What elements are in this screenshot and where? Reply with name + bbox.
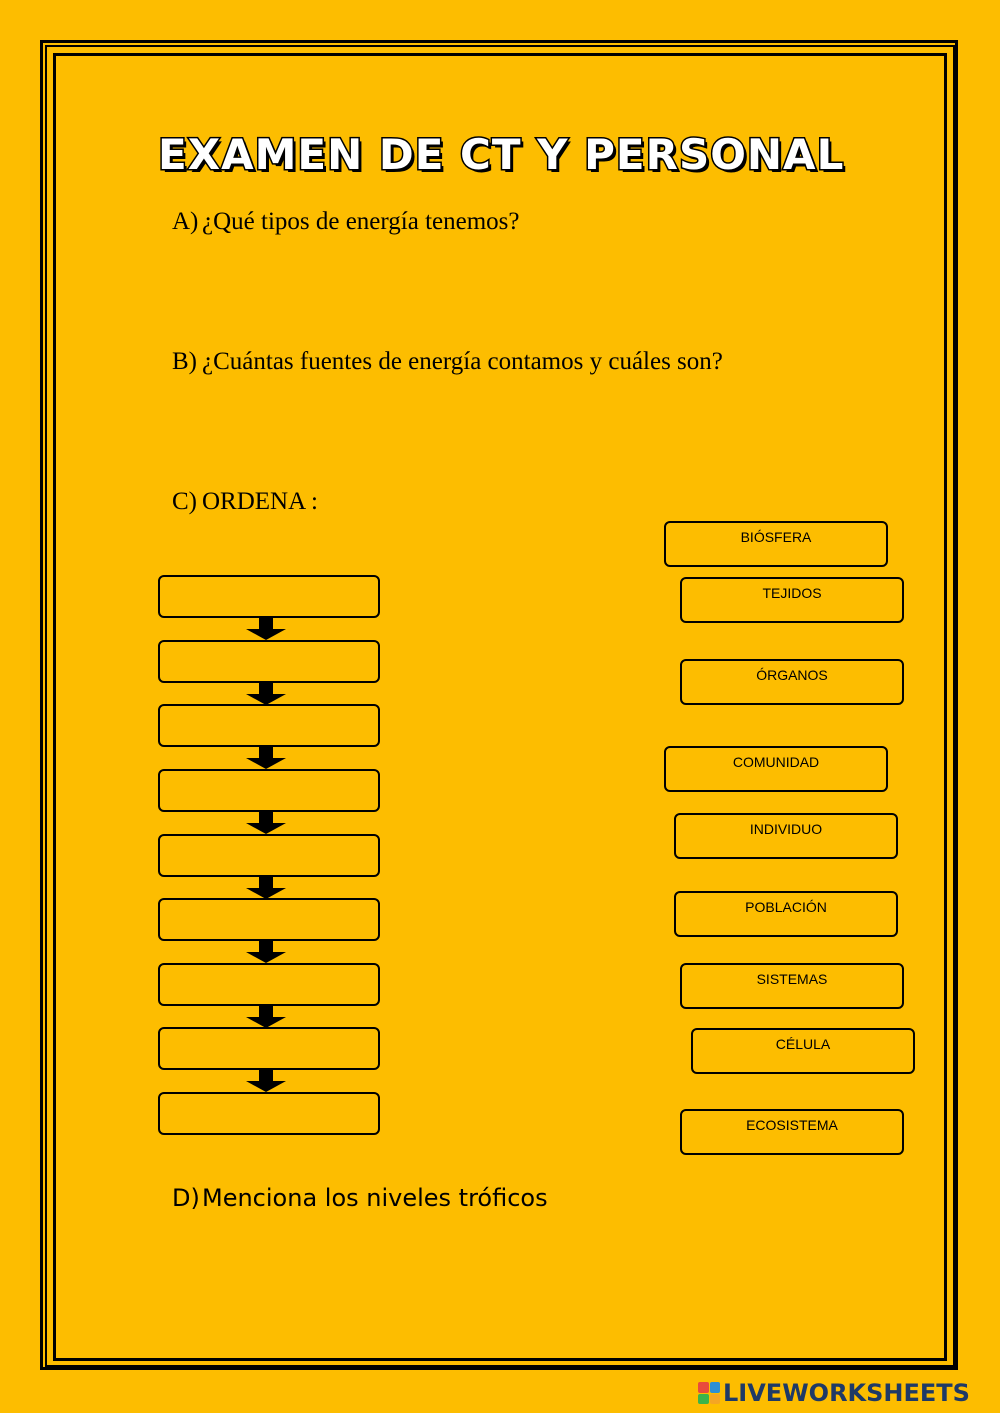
drop-zone-5[interactable] bbox=[158, 834, 380, 877]
question-d-text: Menciona los niveles tróficos bbox=[202, 1184, 548, 1212]
question-b bbox=[172, 348, 723, 376]
question-a bbox=[172, 208, 519, 236]
question-a-text: ¿Qué tipos de energía tenemos? bbox=[202, 208, 520, 235]
answer-card-ecosistema[interactable]: ECOSISTEMA bbox=[680, 1109, 904, 1155]
arrow-down-icon bbox=[246, 812, 286, 834]
page-title: EXAMEN DE CT Y PERSONAL bbox=[158, 130, 845, 179]
drop-zone-8[interactable] bbox=[158, 1027, 380, 1070]
liveworksheets-logo-icon bbox=[698, 1382, 720, 1404]
brand-watermark bbox=[698, 1378, 970, 1408]
question-c-letter: C) bbox=[172, 488, 197, 515]
answer-card-individuo[interactable]: INDIVIDUO bbox=[674, 813, 898, 859]
drop-zone-1[interactable] bbox=[158, 575, 380, 618]
arrow-down-icon bbox=[246, 683, 286, 705]
drop-zone-9[interactable] bbox=[158, 1092, 380, 1135]
drop-zone-7[interactable] bbox=[158, 963, 380, 1006]
drop-zone-6[interactable] bbox=[158, 898, 380, 941]
answer-card-tejidos[interactable]: TEJIDOS bbox=[680, 577, 904, 623]
answer-card-sistemas[interactable]: SISTEMAS bbox=[680, 963, 904, 1009]
arrow-down-icon bbox=[246, 941, 286, 963]
drop-zone-2[interactable] bbox=[158, 640, 380, 683]
drop-zone-4[interactable] bbox=[158, 769, 380, 812]
arrow-down-icon bbox=[246, 1006, 286, 1028]
question-c-text: ORDENA : bbox=[202, 488, 318, 515]
answer-card-poblacion[interactable]: POBLACIÓN bbox=[674, 891, 898, 937]
arrow-down-icon bbox=[246, 877, 286, 899]
question-a-letter: A) bbox=[172, 208, 199, 235]
question-b-letter: B) bbox=[172, 348, 197, 375]
arrow-down-icon bbox=[246, 747, 286, 769]
question-d-letter: D) bbox=[172, 1184, 200, 1212]
arrow-down-icon bbox=[246, 618, 286, 640]
answer-card-biosfera[interactable]: BIÓSFERA bbox=[664, 521, 888, 567]
answer-card-celula[interactable]: CÉLULA bbox=[691, 1028, 915, 1074]
question-b-text: ¿Cuántas fuentes de energía contamos y cuáles son? bbox=[202, 348, 723, 375]
drop-zone-3[interactable] bbox=[158, 704, 380, 747]
question-d bbox=[172, 1184, 548, 1212]
arrow-down-icon bbox=[246, 1070, 286, 1092]
answer-card-comunidad[interactable]: COMUNIDAD bbox=[664, 746, 888, 792]
answer-card-organos[interactable]: ÓRGANOS bbox=[680, 659, 904, 705]
brand-name: LIVEWORKSHEETS bbox=[723, 1379, 970, 1407]
question-c bbox=[172, 488, 318, 516]
